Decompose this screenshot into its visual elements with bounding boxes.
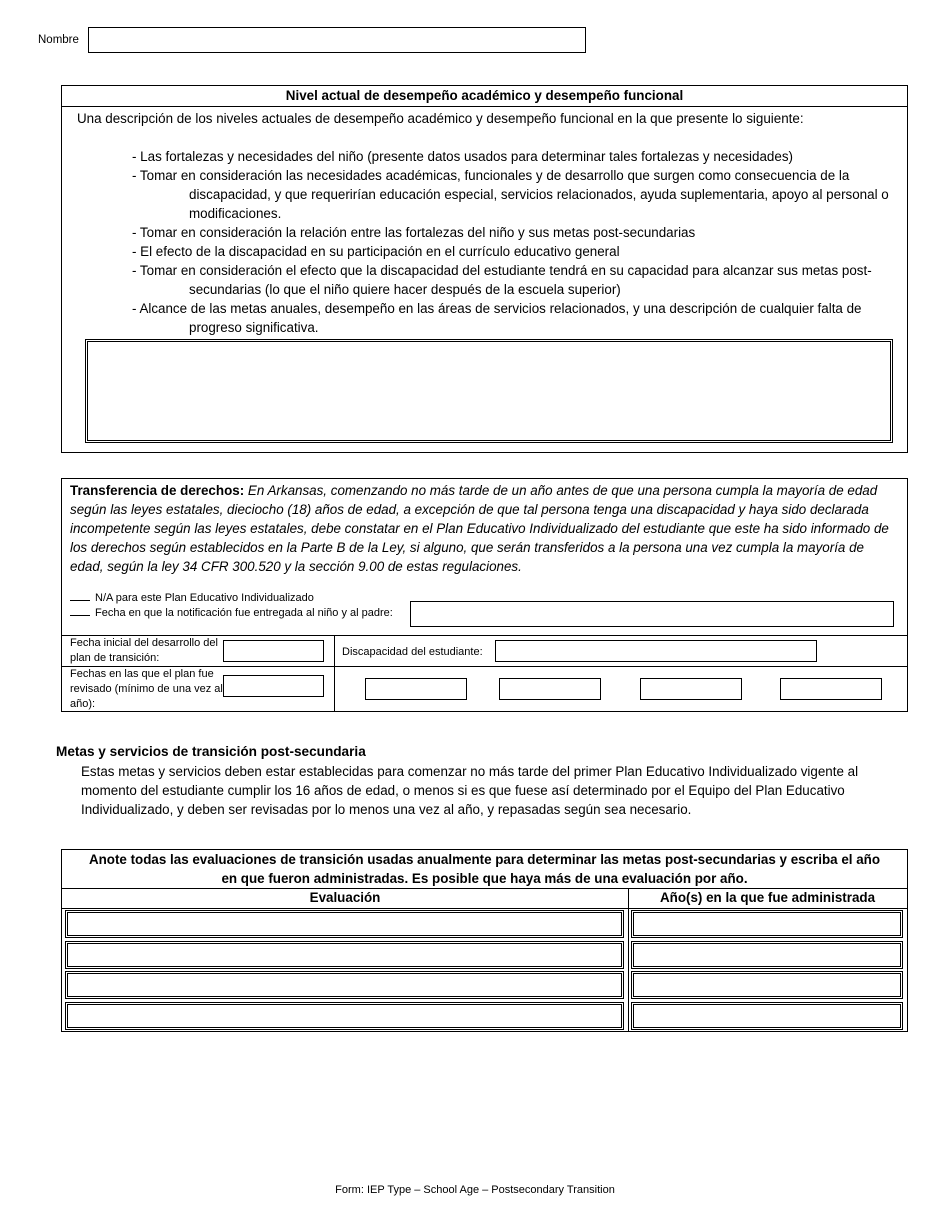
notification-checkbox-line[interactable] [70,605,90,616]
evaluation-input[interactable] [67,912,622,936]
year-input[interactable] [633,943,901,967]
list-item: - Tomar en consideración las necesidades académicas, funcionales y de desarrollo que surgen como consecuencia de la discapacidad, y que requerirían educación especial, servicios relacionados, ayuda suplementaria, apoyo al personal o modificaciones. [132,168,889,221]
disability-input[interactable] [495,640,817,662]
na-option[interactable] [70,590,314,605]
assessments-header-line2: en que fueron administradas. Es posible que haya más de una evaluación por año. [221,871,748,886]
notification-date-input[interactable] [410,601,894,627]
transition-text: Estas metas y servicios deben estar establecidas para comenzar no más tarde del primer Plan Educativo Individualizado vigente al momento del estudiante cumplir los 16 años de edad, o menos si es que fuese así determinado por el Equipo del Plan Educativo Individualizado, y deben ser revisadas por lo menos una vez al año, y repasadas según sea necesario. [81,764,859,817]
na-option-label: N/A para este Plan Educativo Individualizado [95,592,314,604]
name-label: Nombre [38,34,79,46]
name-input[interactable] [88,27,586,53]
evaluation-input[interactable] [67,1004,622,1028]
revised-date-input-3[interactable] [499,678,601,700]
assessments-header-line1: Anote todas las evaluaciones de transición usadas anualmente para determinar las metas post-secundarias y escriba el año [88,852,881,867]
list-item: - Las fortalezas y necesidades del niño (presente datos usados para determinar tales fortalezas y necesidades) [132,149,793,164]
list-item: - El efecto de la discapacidad en su participación en el currículo educativo general [132,244,620,259]
present-levels-section [61,85,908,453]
assessments-table [61,849,908,1032]
transition-title: Metas y servicios de transición post-secundaria [56,744,366,759]
column-header-year: Año(s) en la que fue administrada [659,890,876,905]
divider [628,888,629,1031]
form-footer: Form: IEP Type – School Age – Postsecondary Transition [335,1184,615,1196]
initial-date-label: Fecha inicial del desarrollo del plan de transición: [70,637,218,664]
revised-date-input-4[interactable] [640,678,742,700]
revised-date-input-2[interactable] [365,678,467,700]
assessments-header [62,850,907,889]
na-checkbox-line[interactable] [70,590,90,601]
notification-date-option[interactable] [70,605,393,620]
revised-date-input-5[interactable] [780,678,882,700]
assessments-column-headers [62,888,907,909]
revised-dates-label: Fechas en las que el plan fue revisado (mínimo de una vez al año): [70,668,223,710]
divider [334,635,335,711]
column-header-evaluation: Evaluación [309,890,381,905]
year-input[interactable] [633,912,901,936]
disability-label: Discapacidad del estudiante: [342,646,483,658]
notification-date-label: Fecha en que la notificación fue entregada al niño y al padre: [95,607,393,619]
list-item: - Tomar en consideración el efecto que la discapacidad del estudiante tendrá en su capacidad para alcanzar sus metas post-secundarias (lo que el niño quiere hacer después de la escuela superior) [132,263,872,297]
evaluation-input[interactable] [67,973,622,997]
present-levels-title: Nivel actual de desempeño académico y desempeño funcional [62,86,907,107]
present-levels-list [132,147,902,337]
transfer-rights-title: Transferencia de derechos: [70,483,245,498]
year-input[interactable] [633,1004,901,1028]
present-levels-textarea[interactable] [85,339,893,443]
transfer-rights-section [61,478,908,712]
transfer-rights-paragraph [70,481,900,576]
list-item: - Tomar en consideración la relación entre las fortalezas del niño y sus metas post-secundarias [132,225,696,240]
year-input[interactable] [633,973,901,997]
present-levels-intro: Una descripción de los niveles actuales de desempeño académico y desempeño funcional en la que presente lo siguiente: [77,111,804,126]
list-item: - Alcance de las metas anuales, desempeño en las áreas de servicios relacionados, y una descripción de cualquier falta de progreso significativa. [132,301,862,335]
transfer-rights-text: En Arkansas, comenzando no más tarde de un año antes de que una persona cumpla la mayoría de edad según las leyes estatales, dieciocho (18) años de edad, a excepción de que tal persona tenga una discapacidad y haya sido declarada incompetente según las leyes estatales, debe constatar en el Plan Educativo Individualizado del estudiante que este ha sido informado de los derechos según establecidos en la Parte B de la Ley, si alguno, que serán transferidos a la persona una vez cumpla la mayoría de edad, según la ley 34 CFR 300.520 y la sección 9.00 de estas regulaciones. [70,483,889,574]
revised-date-input-1[interactable] [223,675,324,697]
evaluation-input[interactable] [67,943,622,967]
initial-date-input[interactable] [223,640,324,662]
